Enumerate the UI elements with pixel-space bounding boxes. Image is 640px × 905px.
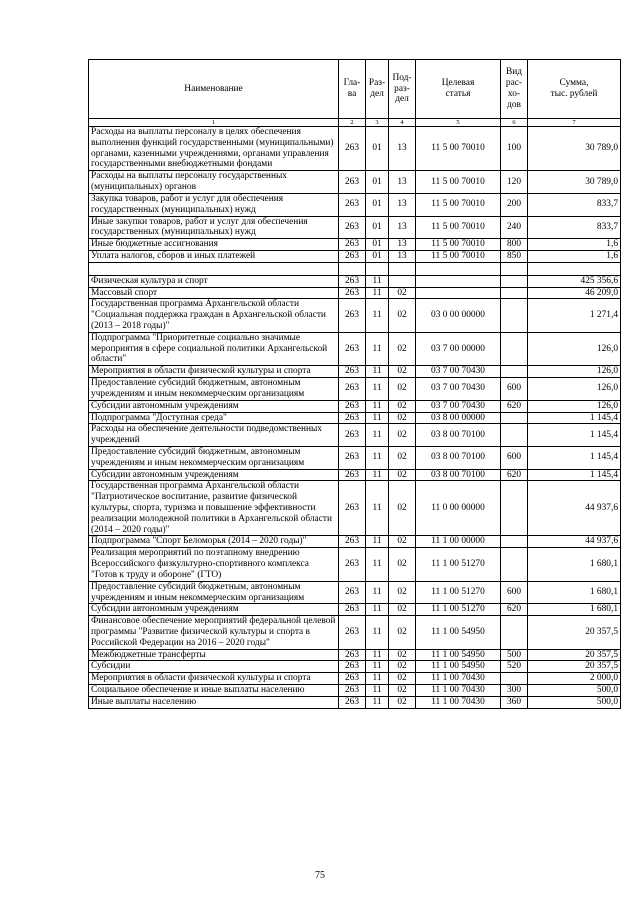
glava-cell: 263 bbox=[339, 696, 366, 708]
row-name-cell: Реализация мероприятий по поэтапному внедрению Всероссийского физкультурно-спортивного комплекса "Готов к труду и обороне" (ГТО) bbox=[89, 548, 339, 581]
glava-cell: 263 bbox=[339, 299, 366, 332]
expense-type-cell: 300 bbox=[501, 685, 528, 697]
podrazdel-cell: 02 bbox=[389, 332, 416, 365]
budget-table bbox=[88, 59, 621, 709]
glava-cell: 263 bbox=[339, 536, 366, 548]
sum-cell: 126,0 bbox=[528, 366, 621, 378]
col-glava-header: Гла- ва bbox=[339, 60, 366, 119]
col-number: 1 bbox=[89, 119, 339, 127]
col-number: 4 bbox=[389, 119, 416, 127]
podrazdel-cell: 02 bbox=[389, 412, 416, 424]
col-name-header: Наименование bbox=[89, 60, 339, 119]
razdel-cell: 01 bbox=[366, 171, 389, 194]
target-article-cell: 11 1 00 51270 bbox=[416, 581, 501, 604]
expense-type-cell bbox=[501, 548, 528, 581]
sum-cell: 1 680,1 bbox=[528, 581, 621, 604]
table-row bbox=[89, 193, 621, 216]
col-podrazdel-header: Под- раз- дел bbox=[389, 60, 416, 119]
podrazdel-cell: 02 bbox=[389, 366, 416, 378]
expense-type-cell bbox=[501, 673, 528, 685]
glava-cell: 263 bbox=[339, 581, 366, 604]
spacer-row bbox=[89, 262, 621, 275]
expense-type-cell: 600 bbox=[501, 446, 528, 469]
row-name-cell: Расходы на выплаты персоналу государственных (муниципальных) органов bbox=[89, 171, 339, 194]
podrazdel-cell: 13 bbox=[389, 239, 416, 251]
table-row bbox=[89, 250, 621, 262]
glava-cell: 263 bbox=[339, 193, 366, 216]
empty-cell bbox=[366, 262, 389, 275]
glava-cell: 263 bbox=[339, 469, 366, 481]
page-number: 75 bbox=[315, 870, 325, 881]
razdel-cell: 01 bbox=[366, 239, 389, 251]
table-row bbox=[89, 299, 621, 332]
expense-type-cell bbox=[501, 366, 528, 378]
sum-cell: 126,0 bbox=[528, 400, 621, 412]
target-article-cell bbox=[416, 275, 501, 287]
table-row bbox=[89, 332, 621, 365]
razdel-cell: 01 bbox=[366, 216, 389, 239]
table-row bbox=[89, 446, 621, 469]
sum-cell: 1 145,4 bbox=[528, 469, 621, 481]
razdel-cell: 11 bbox=[366, 685, 389, 697]
table-row bbox=[89, 171, 621, 194]
expense-type-cell: 620 bbox=[501, 604, 528, 616]
row-name-cell: Иные закупки товаров, работ и услуг для обеспечения государственных (муниципальных) нужд bbox=[89, 216, 339, 239]
podrazdel-cell: 02 bbox=[389, 287, 416, 299]
podrazdel-cell bbox=[389, 275, 416, 287]
sum-cell: 2 000,0 bbox=[528, 673, 621, 685]
razdel-cell: 11 bbox=[366, 481, 389, 536]
glava-cell: 263 bbox=[339, 332, 366, 365]
sum-cell: 126,0 bbox=[528, 378, 621, 401]
table-row bbox=[89, 604, 621, 616]
table-row bbox=[89, 616, 621, 649]
table-row bbox=[89, 661, 621, 673]
razdel-cell: 11 bbox=[366, 332, 389, 365]
sum-cell: 1 680,1 bbox=[528, 548, 621, 581]
target-article-cell: 03 7 00 70430 bbox=[416, 366, 501, 378]
row-name-cell: Предоставление субсидий бюджетным, автономным учреждениям и иным некоммерческим организациям bbox=[89, 378, 339, 401]
razdel-cell: 11 bbox=[366, 673, 389, 685]
glava-cell: 263 bbox=[339, 287, 366, 299]
podrazdel-cell: 13 bbox=[389, 250, 416, 262]
podrazdel-cell: 02 bbox=[389, 536, 416, 548]
row-name-cell: Субсидии автономным учреждениям bbox=[89, 604, 339, 616]
sum-cell: 500,0 bbox=[528, 685, 621, 697]
glava-cell: 263 bbox=[339, 673, 366, 685]
sum-cell: 425 356,6 bbox=[528, 275, 621, 287]
target-article-cell: 11 5 00 70010 bbox=[416, 127, 501, 171]
glava-cell: 263 bbox=[339, 250, 366, 262]
target-article-cell: 11 5 00 70010 bbox=[416, 239, 501, 251]
expense-type-cell: 800 bbox=[501, 239, 528, 251]
razdel-cell: 11 bbox=[366, 412, 389, 424]
glava-cell: 263 bbox=[339, 400, 366, 412]
glava-cell: 263 bbox=[339, 481, 366, 536]
glava-cell: 263 bbox=[339, 171, 366, 194]
expense-type-cell: 200 bbox=[501, 193, 528, 216]
col-sum-header: Сумма, тыс. рублей bbox=[528, 60, 621, 119]
target-article-cell: 11 1 00 70430 bbox=[416, 685, 501, 697]
target-article-cell: 11 1 00 00000 bbox=[416, 536, 501, 548]
row-name-cell: Государственная программа Архангельской области "Патриотическое воспитание, развитие физической культуры, спорта, туризма и повышение эффективности реализации молодежной политики в Архангельской области (2014 – 2020 годы)" bbox=[89, 481, 339, 536]
table-row bbox=[89, 536, 621, 548]
podrazdel-cell: 13 bbox=[389, 193, 416, 216]
row-name-cell: Межбюджетные трансферты bbox=[89, 649, 339, 661]
podrazdel-cell: 02 bbox=[389, 378, 416, 401]
target-article-cell: 03 8 00 00000 bbox=[416, 412, 501, 424]
column-number-row bbox=[89, 119, 621, 127]
expense-type-cell bbox=[501, 616, 528, 649]
table-row bbox=[89, 216, 621, 239]
row-name-cell: Социальное обеспечение и иные выплаты населению bbox=[89, 685, 339, 697]
podrazdel-cell: 02 bbox=[389, 696, 416, 708]
glava-cell: 263 bbox=[339, 412, 366, 424]
expense-type-cell: 240 bbox=[501, 216, 528, 239]
sum-cell: 1,6 bbox=[528, 239, 621, 251]
table-row bbox=[89, 275, 621, 287]
row-name-cell: Иные выплаты населению bbox=[89, 696, 339, 708]
target-article-cell: 03 8 00 70100 bbox=[416, 424, 501, 447]
target-article-cell: 11 1 00 54950 bbox=[416, 661, 501, 673]
target-article-cell bbox=[416, 287, 501, 299]
podrazdel-cell: 02 bbox=[389, 604, 416, 616]
row-name-cell: Подпрограмма "Приоритетные социально значимые мероприятия в сфере социальной политики Архангельской области" bbox=[89, 332, 339, 365]
table-row bbox=[89, 696, 621, 708]
row-name-cell: Физическая культура и спорт bbox=[89, 275, 339, 287]
row-name-cell: Государственная программа Архангельской области "Социальная поддержка граждан в Архангельской области (2013 – 2018 годы)" bbox=[89, 299, 339, 332]
expense-type-cell: 520 bbox=[501, 661, 528, 673]
podrazdel-cell: 02 bbox=[389, 424, 416, 447]
razdel-cell: 11 bbox=[366, 696, 389, 708]
target-article-cell: 03 7 00 70430 bbox=[416, 400, 501, 412]
razdel-cell: 01 bbox=[366, 193, 389, 216]
table-row bbox=[89, 378, 621, 401]
expense-type-cell: 360 bbox=[501, 696, 528, 708]
col-number: 5 bbox=[416, 119, 501, 127]
podrazdel-cell: 02 bbox=[389, 661, 416, 673]
podrazdel-cell: 02 bbox=[389, 685, 416, 697]
target-article-cell: 11 5 00 70010 bbox=[416, 171, 501, 194]
expense-type-cell: 120 bbox=[501, 171, 528, 194]
col-number: 3 bbox=[366, 119, 389, 127]
razdel-cell: 11 bbox=[366, 616, 389, 649]
expense-type-cell: 850 bbox=[501, 250, 528, 262]
expense-type-cell bbox=[501, 287, 528, 299]
row-name-cell: Субсидии автономным учреждениям bbox=[89, 469, 339, 481]
target-article-cell: 11 5 00 70010 bbox=[416, 250, 501, 262]
razdel-cell: 11 bbox=[366, 581, 389, 604]
empty-cell bbox=[339, 262, 366, 275]
expense-type-cell: 600 bbox=[501, 581, 528, 604]
expense-type-cell bbox=[501, 275, 528, 287]
podrazdel-cell: 02 bbox=[389, 616, 416, 649]
podrazdel-cell: 02 bbox=[389, 673, 416, 685]
expense-type-cell: 620 bbox=[501, 400, 528, 412]
sum-cell: 1 680,1 bbox=[528, 604, 621, 616]
row-name-cell: Уплата налогов, сборов и иных платежей bbox=[89, 250, 339, 262]
empty-cell bbox=[389, 262, 416, 275]
podrazdel-cell: 13 bbox=[389, 171, 416, 194]
razdel-cell: 11 bbox=[366, 661, 389, 673]
podrazdel-cell: 02 bbox=[389, 469, 416, 481]
sum-cell: 44 937,6 bbox=[528, 536, 621, 548]
col-vid-header: Вид рас- хо- дов bbox=[501, 60, 528, 119]
target-article-cell: 11 1 00 70430 bbox=[416, 696, 501, 708]
target-article-cell: 11 1 00 51270 bbox=[416, 604, 501, 616]
podrazdel-cell: 13 bbox=[389, 127, 416, 171]
glava-cell: 263 bbox=[339, 548, 366, 581]
row-name-cell: Массовый спорт bbox=[89, 287, 339, 299]
razdel-cell: 11 bbox=[366, 548, 389, 581]
row-name-cell: Подпрограмма "Доступная среда" bbox=[89, 412, 339, 424]
sum-cell: 20 357,5 bbox=[528, 649, 621, 661]
sum-cell: 20 357,5 bbox=[528, 616, 621, 649]
table-body bbox=[89, 127, 621, 709]
sum-cell: 500,0 bbox=[528, 696, 621, 708]
target-article-cell: 03 7 00 00000 bbox=[416, 332, 501, 365]
razdel-cell: 11 bbox=[366, 275, 389, 287]
row-name-cell: Предоставление субсидий бюджетным, автономным учреждениям и иным некоммерческим организациям bbox=[89, 446, 339, 469]
target-article-cell: 03 0 00 00000 bbox=[416, 299, 501, 332]
sum-cell: 30 789,0 bbox=[528, 171, 621, 194]
podrazdel-cell: 02 bbox=[389, 548, 416, 581]
podrazdel-cell: 02 bbox=[389, 649, 416, 661]
razdel-cell: 01 bbox=[366, 250, 389, 262]
empty-cell bbox=[416, 262, 501, 275]
razdel-cell: 11 bbox=[366, 299, 389, 332]
table-row bbox=[89, 366, 621, 378]
table-row bbox=[89, 481, 621, 536]
razdel-cell: 11 bbox=[366, 604, 389, 616]
podrazdel-cell: 02 bbox=[389, 446, 416, 469]
glava-cell: 263 bbox=[339, 446, 366, 469]
glava-cell: 263 bbox=[339, 649, 366, 661]
razdel-cell: 11 bbox=[366, 400, 389, 412]
table-row bbox=[89, 239, 621, 251]
row-name-cell: Расходы на обеспечение деятельности подведомственных учреждений bbox=[89, 424, 339, 447]
razdel-cell: 11 bbox=[366, 649, 389, 661]
table-row bbox=[89, 673, 621, 685]
podrazdel-cell: 02 bbox=[389, 400, 416, 412]
glava-cell: 263 bbox=[339, 127, 366, 171]
expense-type-cell: 620 bbox=[501, 469, 528, 481]
target-article-cell: 11 5 00 70010 bbox=[416, 216, 501, 239]
sum-cell: 30 789,0 bbox=[528, 127, 621, 171]
expense-type-cell bbox=[501, 299, 528, 332]
expense-type-cell bbox=[501, 424, 528, 447]
col-number: 7 bbox=[528, 119, 621, 127]
expense-type-cell: 500 bbox=[501, 649, 528, 661]
sum-cell: 833,7 bbox=[528, 193, 621, 216]
razdel-cell: 11 bbox=[366, 536, 389, 548]
target-article-cell: 03 8 00 70100 bbox=[416, 469, 501, 481]
expense-type-cell: 600 bbox=[501, 378, 528, 401]
glava-cell: 263 bbox=[339, 239, 366, 251]
sum-cell: 126,0 bbox=[528, 332, 621, 365]
sum-cell: 833,7 bbox=[528, 216, 621, 239]
row-name-cell: Субсидии bbox=[89, 661, 339, 673]
razdel-cell: 11 bbox=[366, 424, 389, 447]
target-article-cell: 11 1 00 51270 bbox=[416, 548, 501, 581]
table-row bbox=[89, 412, 621, 424]
table-row bbox=[89, 127, 621, 171]
glava-cell: 263 bbox=[339, 216, 366, 239]
podrazdel-cell: 02 bbox=[389, 581, 416, 604]
row-name-cell: Иные бюджетные ассигнования bbox=[89, 239, 339, 251]
table-row bbox=[89, 685, 621, 697]
glava-cell: 263 bbox=[339, 604, 366, 616]
podrazdel-cell: 02 bbox=[389, 299, 416, 332]
podrazdel-cell: 02 bbox=[389, 481, 416, 536]
glava-cell: 263 bbox=[339, 378, 366, 401]
expense-type-cell bbox=[501, 332, 528, 365]
glava-cell: 263 bbox=[339, 661, 366, 673]
razdel-cell: 11 bbox=[366, 287, 389, 299]
sum-cell: 1 271,4 bbox=[528, 299, 621, 332]
glava-cell: 263 bbox=[339, 424, 366, 447]
table-row bbox=[89, 649, 621, 661]
row-name-cell: Финансовое обеспечение мероприятий федеральной целевой программы "Развитие физической культуры и спорта в Российской Федерации на 2016 – 2020 годы" bbox=[89, 616, 339, 649]
expense-type-cell bbox=[501, 412, 528, 424]
col-number: 6 bbox=[501, 119, 528, 127]
row-name-cell: Подпрограмма "Спорт Беломорья (2014 – 2020 годы)" bbox=[89, 536, 339, 548]
empty-cell bbox=[501, 262, 528, 275]
sum-cell: 1 145,4 bbox=[528, 424, 621, 447]
table-row bbox=[89, 548, 621, 581]
table-row bbox=[89, 424, 621, 447]
glava-cell: 263 bbox=[339, 275, 366, 287]
col-number: 2 bbox=[339, 119, 366, 127]
sum-cell: 1 145,4 bbox=[528, 446, 621, 469]
glava-cell: 263 bbox=[339, 366, 366, 378]
empty-cell bbox=[89, 262, 339, 275]
expense-type-cell bbox=[501, 481, 528, 536]
sum-cell: 1,6 bbox=[528, 250, 621, 262]
target-article-cell: 11 1 00 54950 bbox=[416, 616, 501, 649]
table-row bbox=[89, 287, 621, 299]
table-row bbox=[89, 581, 621, 604]
row-name-cell: Расходы на выплаты персоналу в целях обеспечения выполнения функций государственными (муниципальными) органами, казенными учреждениями, органами управления государственными внебюджетными фондами bbox=[89, 127, 339, 171]
target-article-cell: 11 1 00 54950 bbox=[416, 649, 501, 661]
glava-cell: 263 bbox=[339, 616, 366, 649]
row-name-cell: Мероприятия в области физической культуры и спорта bbox=[89, 366, 339, 378]
row-name-cell: Закупка товаров, работ и услуг для обеспечения государственных (муниципальных) нужд bbox=[89, 193, 339, 216]
table-header-row bbox=[89, 60, 621, 119]
podrazdel-cell: 13 bbox=[389, 216, 416, 239]
table-row bbox=[89, 400, 621, 412]
target-article-cell: 11 0 00 00000 bbox=[416, 481, 501, 536]
target-article-cell: 11 5 00 70010 bbox=[416, 193, 501, 216]
col-razdel-header: Раз- дел bbox=[366, 60, 389, 119]
expense-type-cell: 100 bbox=[501, 127, 528, 171]
razdel-cell: 01 bbox=[366, 127, 389, 171]
table-row bbox=[89, 469, 621, 481]
sum-cell: 46 209,0 bbox=[528, 287, 621, 299]
razdel-cell: 11 bbox=[366, 378, 389, 401]
row-name-cell: Мероприятия в области физической культуры и спорта bbox=[89, 673, 339, 685]
target-article-cell: 03 8 00 70100 bbox=[416, 446, 501, 469]
expense-type-cell bbox=[501, 536, 528, 548]
glava-cell: 263 bbox=[339, 685, 366, 697]
razdel-cell: 11 bbox=[366, 469, 389, 481]
target-article-cell: 11 1 00 70430 bbox=[416, 673, 501, 685]
razdel-cell: 11 bbox=[366, 366, 389, 378]
row-name-cell: Субсидии автономным учреждениям bbox=[89, 400, 339, 412]
row-name-cell: Предоставление субсидий бюджетным, автономным учреждениям и иным некоммерческим организациям bbox=[89, 581, 339, 604]
col-target-header: Целевая статья bbox=[416, 60, 501, 119]
sum-cell: 20 357,5 bbox=[528, 661, 621, 673]
target-article-cell: 03 7 00 70430 bbox=[416, 378, 501, 401]
razdel-cell: 11 bbox=[366, 446, 389, 469]
sum-cell: 1 145,4 bbox=[528, 412, 621, 424]
empty-cell bbox=[528, 262, 621, 275]
sum-cell: 44 937,6 bbox=[528, 481, 621, 536]
